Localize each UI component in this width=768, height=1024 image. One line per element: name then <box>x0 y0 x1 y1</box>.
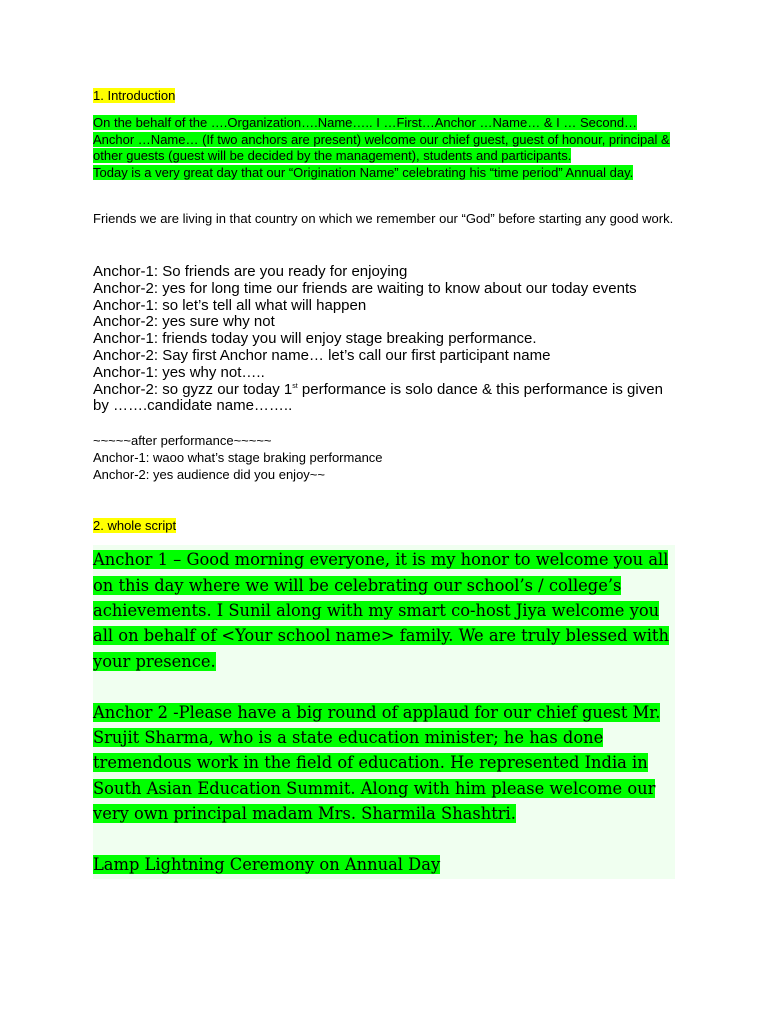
after-line: ~~~~~after performance~~~~~ <box>93 433 272 449</box>
whole-script-block <box>93 545 675 879</box>
script-text: Anchor 1 – Good morning everyone, it is my honor to welcome you all on this day where we will be celebrating our school’s / college’s achievements. I Sunil along with my smart co-host Jiya welcome you all on behalf of <Your school name> family. We are truly blessed with your presence. <box>93 550 669 671</box>
heading-text: 1. Introduction <box>93 88 176 103</box>
dialog-line: Anchor-1: so let’s tell all what will happen <box>93 296 367 314</box>
section-heading-whole-script <box>93 518 675 533</box>
friends-paragraph: Friends we are living in that country on which we remember our “God” before starting any good work. <box>93 211 674 227</box>
anchor-dialog <box>93 264 675 415</box>
after-line: Anchor-1: waoo what’s stage braking performance <box>93 450 383 466</box>
dialog-line: Anchor-1: So friends are you ready for enjoying <box>93 262 408 280</box>
intro-text-1: On the behalf of the ….Organization….Name….. I …First…Anchor …Name… & I … Second…Anchor …Name… (If two anchors are present) welcome our chief guest, guest of honour, principal & other guests (guest will be decided by the management), students and participants. <box>93 115 670 164</box>
ordinal-suffix: st <box>292 382 298 390</box>
dialog-last-post: performance is solo dance & this performance is given by …….candidate name…….. <box>93 380 663 415</box>
heading-text: 2. whole script <box>93 518 177 534</box>
dialog-line: Anchor-2: Say first Anchor name… let’s call our first participant name <box>93 346 551 364</box>
script-paragraph-3 <box>93 852 675 877</box>
document-page <box>93 88 675 879</box>
dialog-line: Anchor-2: yes for long time our friends are waiting to know about our today events <box>93 279 637 297</box>
section-heading-introduction <box>93 88 675 103</box>
script-paragraph-1 <box>93 547 675 674</box>
intro-paragraph <box>93 115 675 181</box>
dialog-line: Anchor-2: yes sure why not <box>93 313 275 331</box>
dialog-last-pre: Anchor-2: so gyzz our today 1 <box>93 380 293 398</box>
script-text: Lamp Lightning Ceremony on Annual Day <box>93 854 441 874</box>
after-performance-block <box>93 432 675 483</box>
dialog-line: Anchor-1: yes why not….. <box>93 363 265 381</box>
script-text: Anchor 2 -Please have a big round of applaud for our chief guest Mr. Srujit Sharma, who is a state education minister; he has done tremendous work in the field of education. He represented India in South Asian Education Summit. Along with him please welcome our very own principal madam Mrs. Sharmila Shashtri. <box>93 702 661 824</box>
after-line: Anchor-2: yes audience did you enjoy~~ <box>93 467 325 483</box>
intro-text-2: Today is a very great day that our “Origination Name” celebrating his “time period” Annual day. <box>93 164 634 180</box>
script-paragraph-2 <box>93 700 675 827</box>
dialog-line: Anchor-1: friends today you will enjoy stage breaking performance. <box>93 330 537 348</box>
dialog-line-last <box>93 382 675 416</box>
